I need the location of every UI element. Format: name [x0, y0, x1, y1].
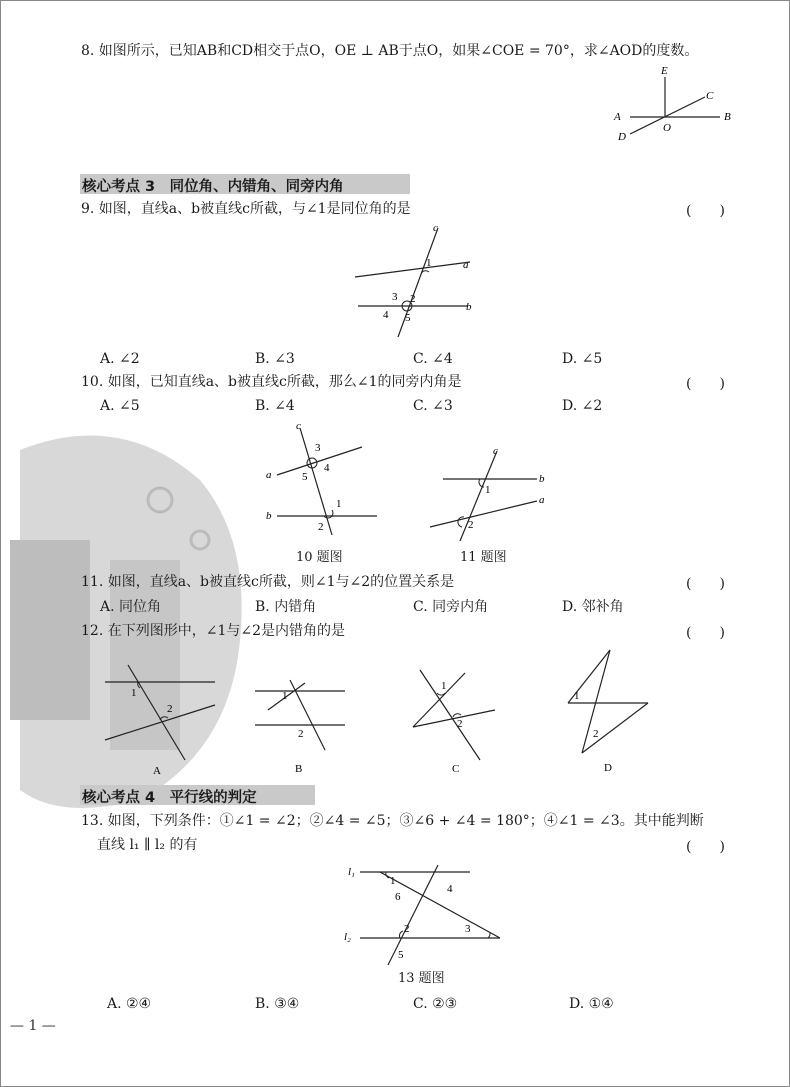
q11-option-c[interactable]: C. 同旁内角: [413, 599, 489, 615]
q11-label-a: a: [539, 494, 545, 506]
q11-option-d[interactable]: D. 邻补角: [562, 599, 624, 615]
q9-angle-4: 4: [383, 309, 389, 321]
q9-angle-2: 2: [410, 293, 416, 305]
q10-angle-3: 3: [315, 442, 321, 454]
q12c-angle-2: 2: [457, 718, 463, 730]
q9-label-c: c: [433, 222, 438, 234]
q10-caption: 10 题图: [296, 550, 343, 565]
q13-label-l1: l₁: [348, 866, 355, 878]
q9-option-b[interactable]: B. ∠3: [255, 351, 295, 367]
q13-text: 13. 如图，下列条件：①∠1 = ∠2；②∠4 = ∠5；③∠6 + ∠4 = 180°；④∠1 = ∠3。其中能判断: [81, 813, 704, 829]
q10-label-c: c: [296, 420, 301, 432]
q13-option-a[interactable]: A. ②④: [107, 996, 152, 1012]
q9-figure: [350, 222, 490, 340]
q8-label-a: A: [614, 111, 621, 123]
q10-option-d[interactable]: D. ∠2: [562, 398, 603, 414]
q12a-angle-1: 1: [131, 687, 137, 699]
section3-title: 核心考点 3 同位角、内错角、同旁内角: [82, 179, 344, 195]
q11-option-a[interactable]: A. 同位角: [100, 599, 162, 615]
q9-text: 9. 如图，直线a、b被直线c所截，与∠1是同位角的是: [81, 201, 411, 217]
q8-text: 8. 如图所示，已知AB和CD相交于点O，OE ⊥ AB于点O，如果∠COE = 70°，求∠AOD的度数。: [81, 43, 699, 59]
q10-option-a[interactable]: A. ∠5: [100, 398, 140, 414]
q12-text: 12. 在下列图形中，∠1与∠2是内错角的是: [81, 623, 345, 639]
q12b-angle-2: 2: [298, 728, 304, 740]
q13-option-c[interactable]: C. ②③: [413, 996, 458, 1012]
q12-figure-c-label: C: [452, 763, 460, 775]
q11-angle-1: 1: [485, 484, 491, 496]
q12d-angle-2: 2: [593, 728, 599, 740]
q12b-angle-1: 1: [282, 690, 288, 702]
q8-label-c: C: [706, 90, 714, 102]
q12-figure-b: [250, 675, 360, 780]
q13-answer-paren: ( ): [686, 839, 725, 855]
section4-header: [80, 785, 315, 805]
q11-label-b: b: [539, 473, 545, 485]
page-number: — 1 —: [10, 1018, 56, 1034]
q10-label-a: a: [266, 469, 272, 481]
q13-angle-4: 4: [447, 883, 453, 895]
q9-option-d[interactable]: D. ∠5: [562, 351, 603, 367]
q9-angle-1: 1: [426, 257, 432, 269]
q11-answer-paren: ( ): [686, 576, 725, 592]
q12-figure-a: [100, 660, 220, 780]
q13-text-2: 直线 l₁ ∥ l₂ 的有: [97, 837, 198, 853]
q10-angle-2: 2: [318, 521, 324, 533]
q9-angle-3: 3: [392, 291, 398, 303]
q12a-angle-2: 2: [167, 703, 173, 715]
q12-answer-paren: ( ): [686, 625, 725, 641]
q10-option-b[interactable]: B. ∠4: [255, 398, 295, 414]
q9-label-a: a: [463, 259, 469, 271]
q13-angle-3: 3: [465, 923, 471, 935]
q9-option-a[interactable]: A. ∠2: [100, 351, 140, 367]
q12-figure-d: [560, 645, 660, 780]
q8-label-b: B: [724, 111, 731, 123]
q12-figure-b-label: B: [295, 763, 303, 775]
q13-figure: [340, 860, 510, 968]
q13-label-l2: l₂: [344, 931, 351, 943]
q12c-angle-1: 1: [441, 680, 447, 692]
q9-label-b: b: [466, 301, 472, 313]
q12-figure-d-label: D: [604, 762, 612, 774]
section3-header: [80, 174, 410, 194]
q10-angle-1: 1: [336, 498, 342, 510]
q10-text: 10. 如图，已知直线a、b被直线c所截，那么∠1的同旁内角是: [81, 374, 462, 390]
q12-figure-c: [405, 665, 515, 780]
q11-text: 11. 如图，直线a、b被直线c所截，则∠1与∠2的位置关系是: [81, 574, 455, 590]
q11-caption: 11 题图: [460, 550, 507, 565]
q13-option-b[interactable]: B. ③④: [255, 996, 300, 1012]
q8-label-o: O: [663, 122, 671, 134]
q11-angle-2: 2: [468, 519, 474, 531]
q9-answer-paren: ( ): [686, 203, 725, 219]
q10-figure: [262, 420, 387, 540]
q12d-angle-1: 1: [574, 690, 580, 702]
q10-label-b: b: [266, 510, 272, 522]
q13-angle-6: 6: [395, 891, 401, 903]
q13-option-d[interactable]: D. ①④: [569, 996, 614, 1012]
q13-caption: 13 题图: [398, 971, 445, 986]
q12-figure-a-label: A: [153, 765, 161, 777]
q13-angle-5: 5: [398, 949, 404, 961]
section4-title: 核心考点 4 平行线的判定: [82, 790, 257, 806]
q8-figure: [610, 62, 740, 142]
q10-option-c[interactable]: C. ∠3: [413, 398, 453, 414]
q9-angle-5: 5: [405, 312, 411, 324]
q10-answer-paren: ( ): [686, 376, 725, 392]
q10-angle-4: 4: [324, 462, 330, 474]
q11-option-b[interactable]: B. 内错角: [255, 599, 317, 615]
q8-label-d: D: [618, 131, 626, 143]
q9-option-c[interactable]: C. ∠4: [413, 351, 453, 367]
q10-angle-5: 5: [302, 471, 308, 483]
q13-angle-1: 1: [390, 875, 396, 887]
q13-angle-2: 2: [404, 923, 410, 935]
q11-label-c: c: [493, 445, 498, 457]
q8-label-e: E: [661, 65, 668, 77]
q11-figure: [425, 443, 555, 543]
